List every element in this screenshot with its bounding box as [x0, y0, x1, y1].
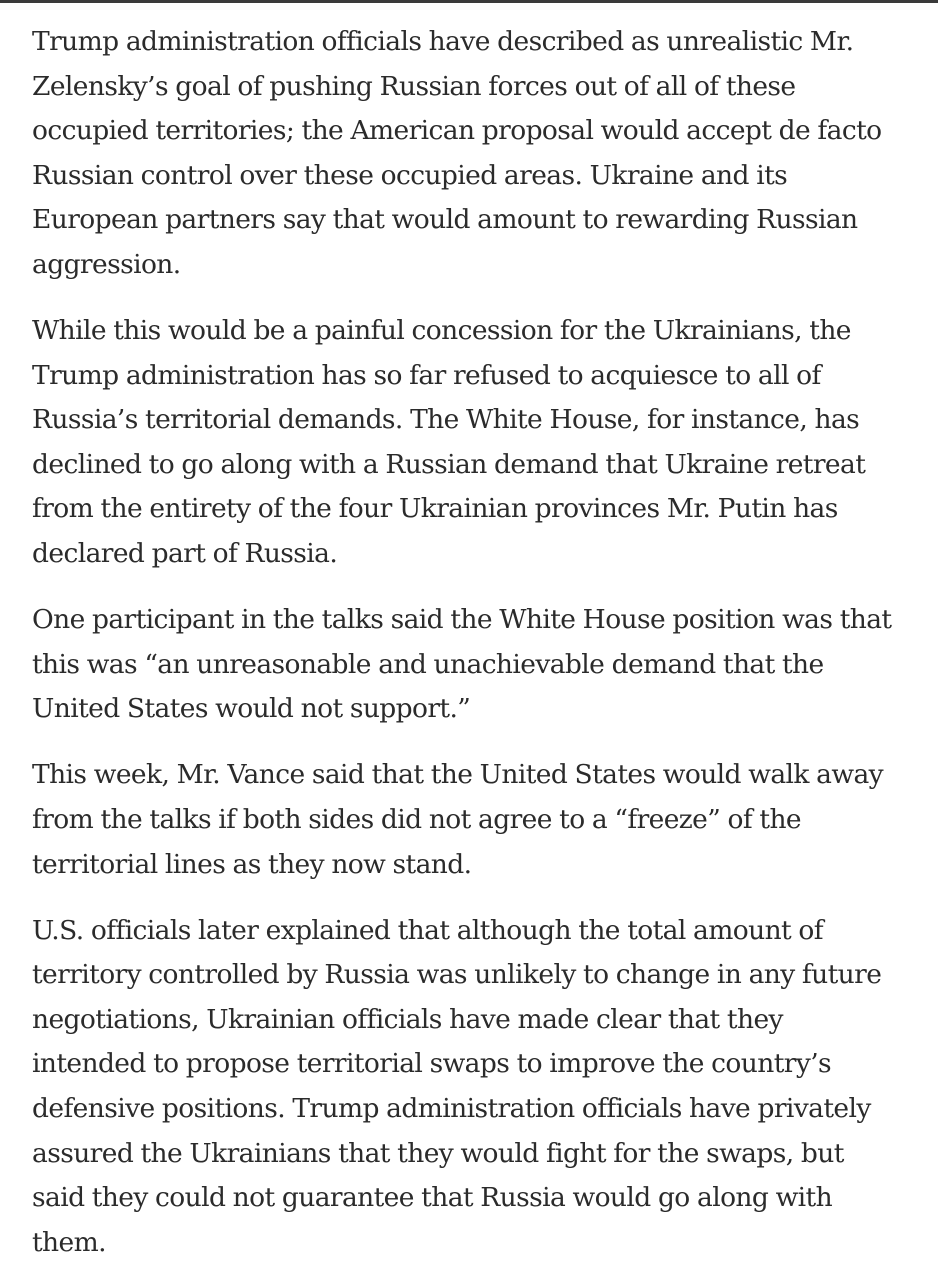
text-line: defensive positions. Trump administration officials have privately — [32, 1093, 871, 1125]
text-line: While this would be a painful concession for the Ukrainians, the — [32, 315, 851, 347]
text-line: Trump administration officials have described as unrealistic Mr. — [32, 26, 854, 57]
text-line: This week, Mr. Vance said that the United States would walk away — [32, 759, 884, 791]
text-line: Zelensky’s goal of pushing Russian forces out of all of these — [32, 70, 796, 102]
text-line: aggression. — [32, 248, 181, 280]
text-line: this was “an unreasonable and unachievable demand that the — [32, 648, 824, 680]
text-line: assured the Ukrainians that they would fight for the swaps, but — [32, 1137, 844, 1169]
text-line: intended to propose territorial swaps to improve the country’s — [32, 1048, 832, 1080]
text-line: European partners say that would amount to rewarding Russian — [32, 204, 858, 236]
article-paragraph-3 — [32, 598, 924, 732]
text-line: declined to go along with a Russian demand that Ukraine retreat — [32, 448, 866, 480]
text-line: Russia’s territorial demands. The White House, for instance, has — [32, 404, 860, 436]
text-line: Russian control over these occupied areas. Ukraine and its — [32, 159, 788, 191]
article-body — [32, 20, 924, 1287]
article-paragraph-2 — [32, 309, 924, 577]
text-line: United States would not support.” — [32, 693, 471, 725]
text-line: territorial lines as they now stand. — [32, 848, 472, 880]
text-line: One participant in the talks said the White House position was that — [32, 604, 892, 636]
text-line: Trump administration has so far refused to acquiesce to all of — [32, 359, 821, 391]
text-line: from the entirety of the four Ukrainian provinces Mr. Putin has — [32, 493, 838, 525]
text-line: declared part of Russia. — [32, 538, 338, 570]
article-paragraph-4 — [32, 753, 924, 887]
article-paragraph-1 — [32, 20, 924, 288]
text-line: them. — [32, 1226, 106, 1258]
text-line: U.S. officials later explained that although the total amount of — [32, 914, 823, 946]
text-line: occupied territories; the American proposal would accept de facto — [32, 115, 882, 147]
article-paragraph-5 — [32, 909, 924, 1266]
text-line: territory controlled by Russia was unlikely to change in any future — [32, 959, 882, 991]
text-line: negotiations, Ukrainian officials have made clear that they — [32, 1003, 783, 1035]
top-divider — [0, 0, 938, 3]
text-line: from the talks if both sides did not agree to a “freeze” of the — [32, 804, 801, 835]
text-line: said they could not guarantee that Russia would go along with — [32, 1182, 833, 1214]
